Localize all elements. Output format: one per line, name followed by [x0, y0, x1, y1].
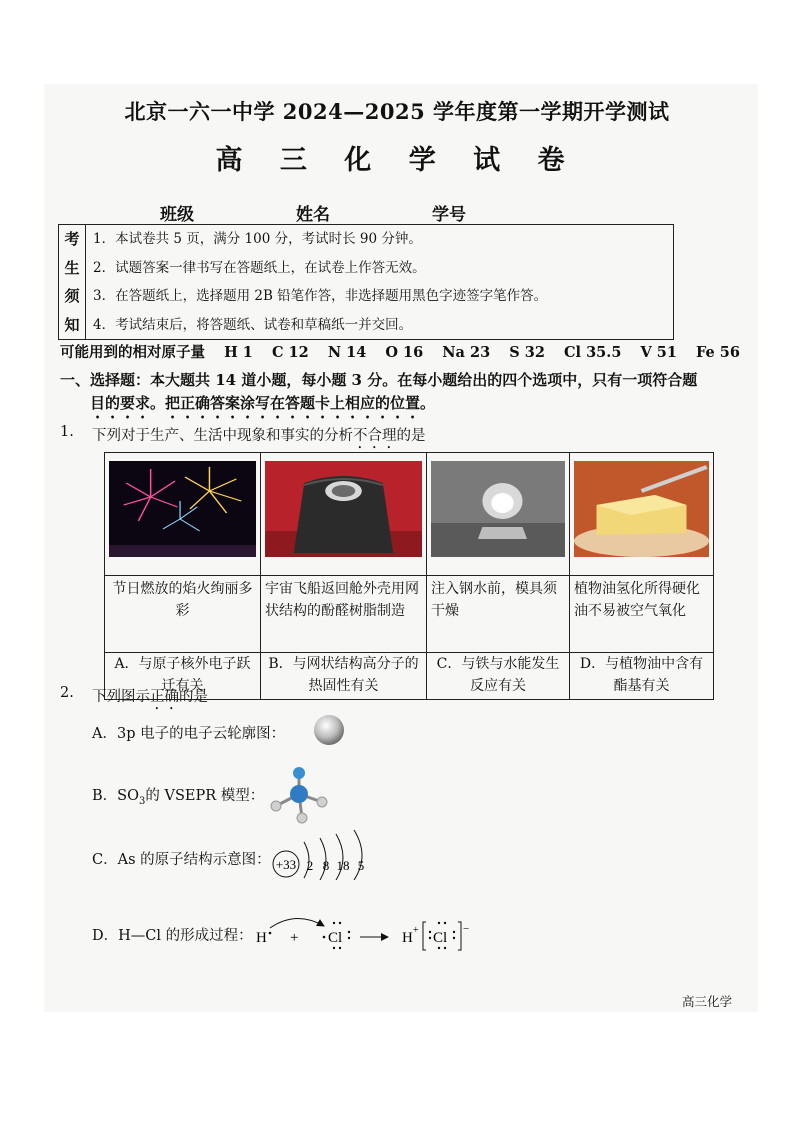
- q1-stem-after: 的是: [396, 428, 426, 444]
- p-orbital-sphere-image: [312, 712, 346, 748]
- q1-description: 节日燃放的焰火绚丽多彩: [105, 576, 261, 653]
- notice-line: 3．在答题纸上，选择题用 2B 铅笔作答，非选择题用黑色字迹签字笔作答。: [93, 288, 548, 304]
- q1-image-cell: [261, 453, 427, 576]
- section-1-line1: 一、选择题：本大题共 14 道小题，每小题 3 分。在每小题给出的四个选项中，只有一项符合题: [60, 371, 698, 389]
- q2-option-b-suffix: 的 VSEPR 模型：: [145, 788, 265, 804]
- q1-description: 植物油氢化所得硬化油不易被空气氧化: [570, 576, 714, 653]
- atomic-mass-item: Na 23: [442, 344, 491, 361]
- shell-electrons: 8: [322, 858, 330, 873]
- notice-side-char: 考: [64, 230, 80, 248]
- notice-line: 1．本试卷共 5 页，满分 100 分，考试时长 90 分钟。: [93, 231, 422, 247]
- capsule-image: [265, 461, 422, 557]
- q2-option-b[interactable]: [92, 784, 264, 807]
- nucleus-label: +33: [275, 857, 297, 872]
- q2-number: 2.: [60, 685, 74, 701]
- q1-stem-emphasis: 不合理: [353, 428, 397, 444]
- q1-table: [104, 452, 714, 700]
- q2-stem-after: 的是: [179, 689, 208, 705]
- fireworks-image: [109, 461, 256, 557]
- id-blank[interactable]: [466, 206, 570, 225]
- shell-electrons: 2: [306, 858, 314, 873]
- atomic-mass-item: Fe 56: [696, 344, 740, 361]
- h-ion-charge: +: [413, 925, 419, 936]
- notice-lines: [93, 225, 547, 339]
- atomic-mass-line: [60, 341, 740, 362]
- hcl-formation-diagram: [252, 908, 476, 954]
- plus-sign: +: [290, 930, 299, 946]
- student-info-line: [160, 200, 570, 225]
- q1-image-cell: [570, 453, 714, 576]
- notice-side-label: [59, 225, 86, 339]
- q2-option-b-subscript: 3: [138, 795, 146, 807]
- name-label: 姓名: [296, 205, 330, 225]
- q2-option-b-prefix: B．SO: [92, 788, 139, 804]
- atomic-mass-item: C 12: [271, 344, 309, 361]
- h-ion: H: [402, 930, 413, 946]
- q2-stem-emphasis: 正确: [150, 689, 179, 705]
- electron-transfer-arrow: [270, 918, 324, 928]
- cl-ion-charge: −: [463, 923, 470, 935]
- name-blank[interactable]: [330, 206, 432, 225]
- exam-title: 高 三 化 学 试 卷: [215, 145, 579, 176]
- q1-stem-before: 下列对于生产、生活中现象和事实的分析: [92, 428, 353, 444]
- cl-atom: Cl: [328, 930, 343, 946]
- atomic-mass-item: V 51: [640, 344, 677, 361]
- q1-description: 注入钢水前，模具须干燥: [427, 576, 570, 653]
- vsepr-model-image: [266, 764, 332, 826]
- notice-side-char: 须: [64, 287, 80, 305]
- atomic-mass-item: H 1: [224, 344, 253, 361]
- q1-description: 宇宙飞船返回舱外壳用网状结构的酚醛树脂制造: [261, 576, 427, 653]
- section-1-heading: [60, 369, 697, 422]
- q2-stem-before: 下列图示: [92, 689, 150, 705]
- q1-option-a[interactable]: A．与原子核外电子跃迁有关: [105, 653, 261, 700]
- q1-number: 1.: [60, 424, 74, 440]
- q1-option-d[interactable]: D．与植物油中含有酯基有关: [570, 653, 714, 700]
- q2-option-c[interactable]: C．As 的原子结构示意图：: [92, 852, 271, 868]
- q2-option-d[interactable]: D．H—Cl 的形成过程：: [92, 928, 253, 944]
- butter-image: [574, 461, 709, 557]
- notice-side-char: 知: [64, 315, 80, 334]
- shell-electrons: 5: [357, 858, 365, 873]
- atomic-mass-item: S 32: [509, 344, 545, 361]
- q1-option-c[interactable]: C．与铁与水能发生反应有关: [427, 653, 570, 700]
- q1-stem: [92, 424, 426, 452]
- school-title: 北京一六一中学 2024—2025 学年度第一学期开学测试: [124, 99, 670, 124]
- q2-option-a[interactable]: A．3p 电子的电子云轮廓图：: [92, 726, 286, 742]
- exam-notice-box: [58, 224, 674, 340]
- atomic-mass-item: N 14: [327, 344, 367, 361]
- q2-stem: [92, 685, 208, 713]
- q1-option-b[interactable]: B．与网状结构高分子的热固性有关: [261, 653, 427, 700]
- atomic-mass-label: 可能用到的相对原子量: [60, 344, 205, 361]
- molten-steel-image: [431, 461, 565, 557]
- q1-image-cell: [105, 453, 261, 576]
- atomic-mass-item: Cl 35.5: [564, 344, 622, 361]
- q1-image-cell: [427, 453, 570, 576]
- id-label: 学号: [432, 205, 466, 225]
- page-footer: 高三化学: [682, 994, 733, 1009]
- shell-electrons: 18: [336, 858, 350, 873]
- section-1-line2: 目的要求。把正确答案涂写在答题卡上相应的位置。: [90, 394, 436, 412]
- as-atomic-structure-diagram: [270, 828, 374, 880]
- notice-line: 4．考试结束后，将答题纸、试卷和草稿纸一并交回。: [93, 316, 413, 333]
- notice-line: 2．试题答案一律书写在答题纸上，在试卷上作答无效。: [93, 259, 426, 276]
- cl-ion: Cl: [433, 930, 448, 946]
- class-label: 班级: [160, 205, 194, 225]
- class-blank[interactable]: [194, 206, 296, 225]
- h-atom: H: [256, 930, 267, 946]
- notice-side-char: 生: [64, 258, 80, 277]
- atomic-mass-item: O 16: [385, 344, 424, 361]
